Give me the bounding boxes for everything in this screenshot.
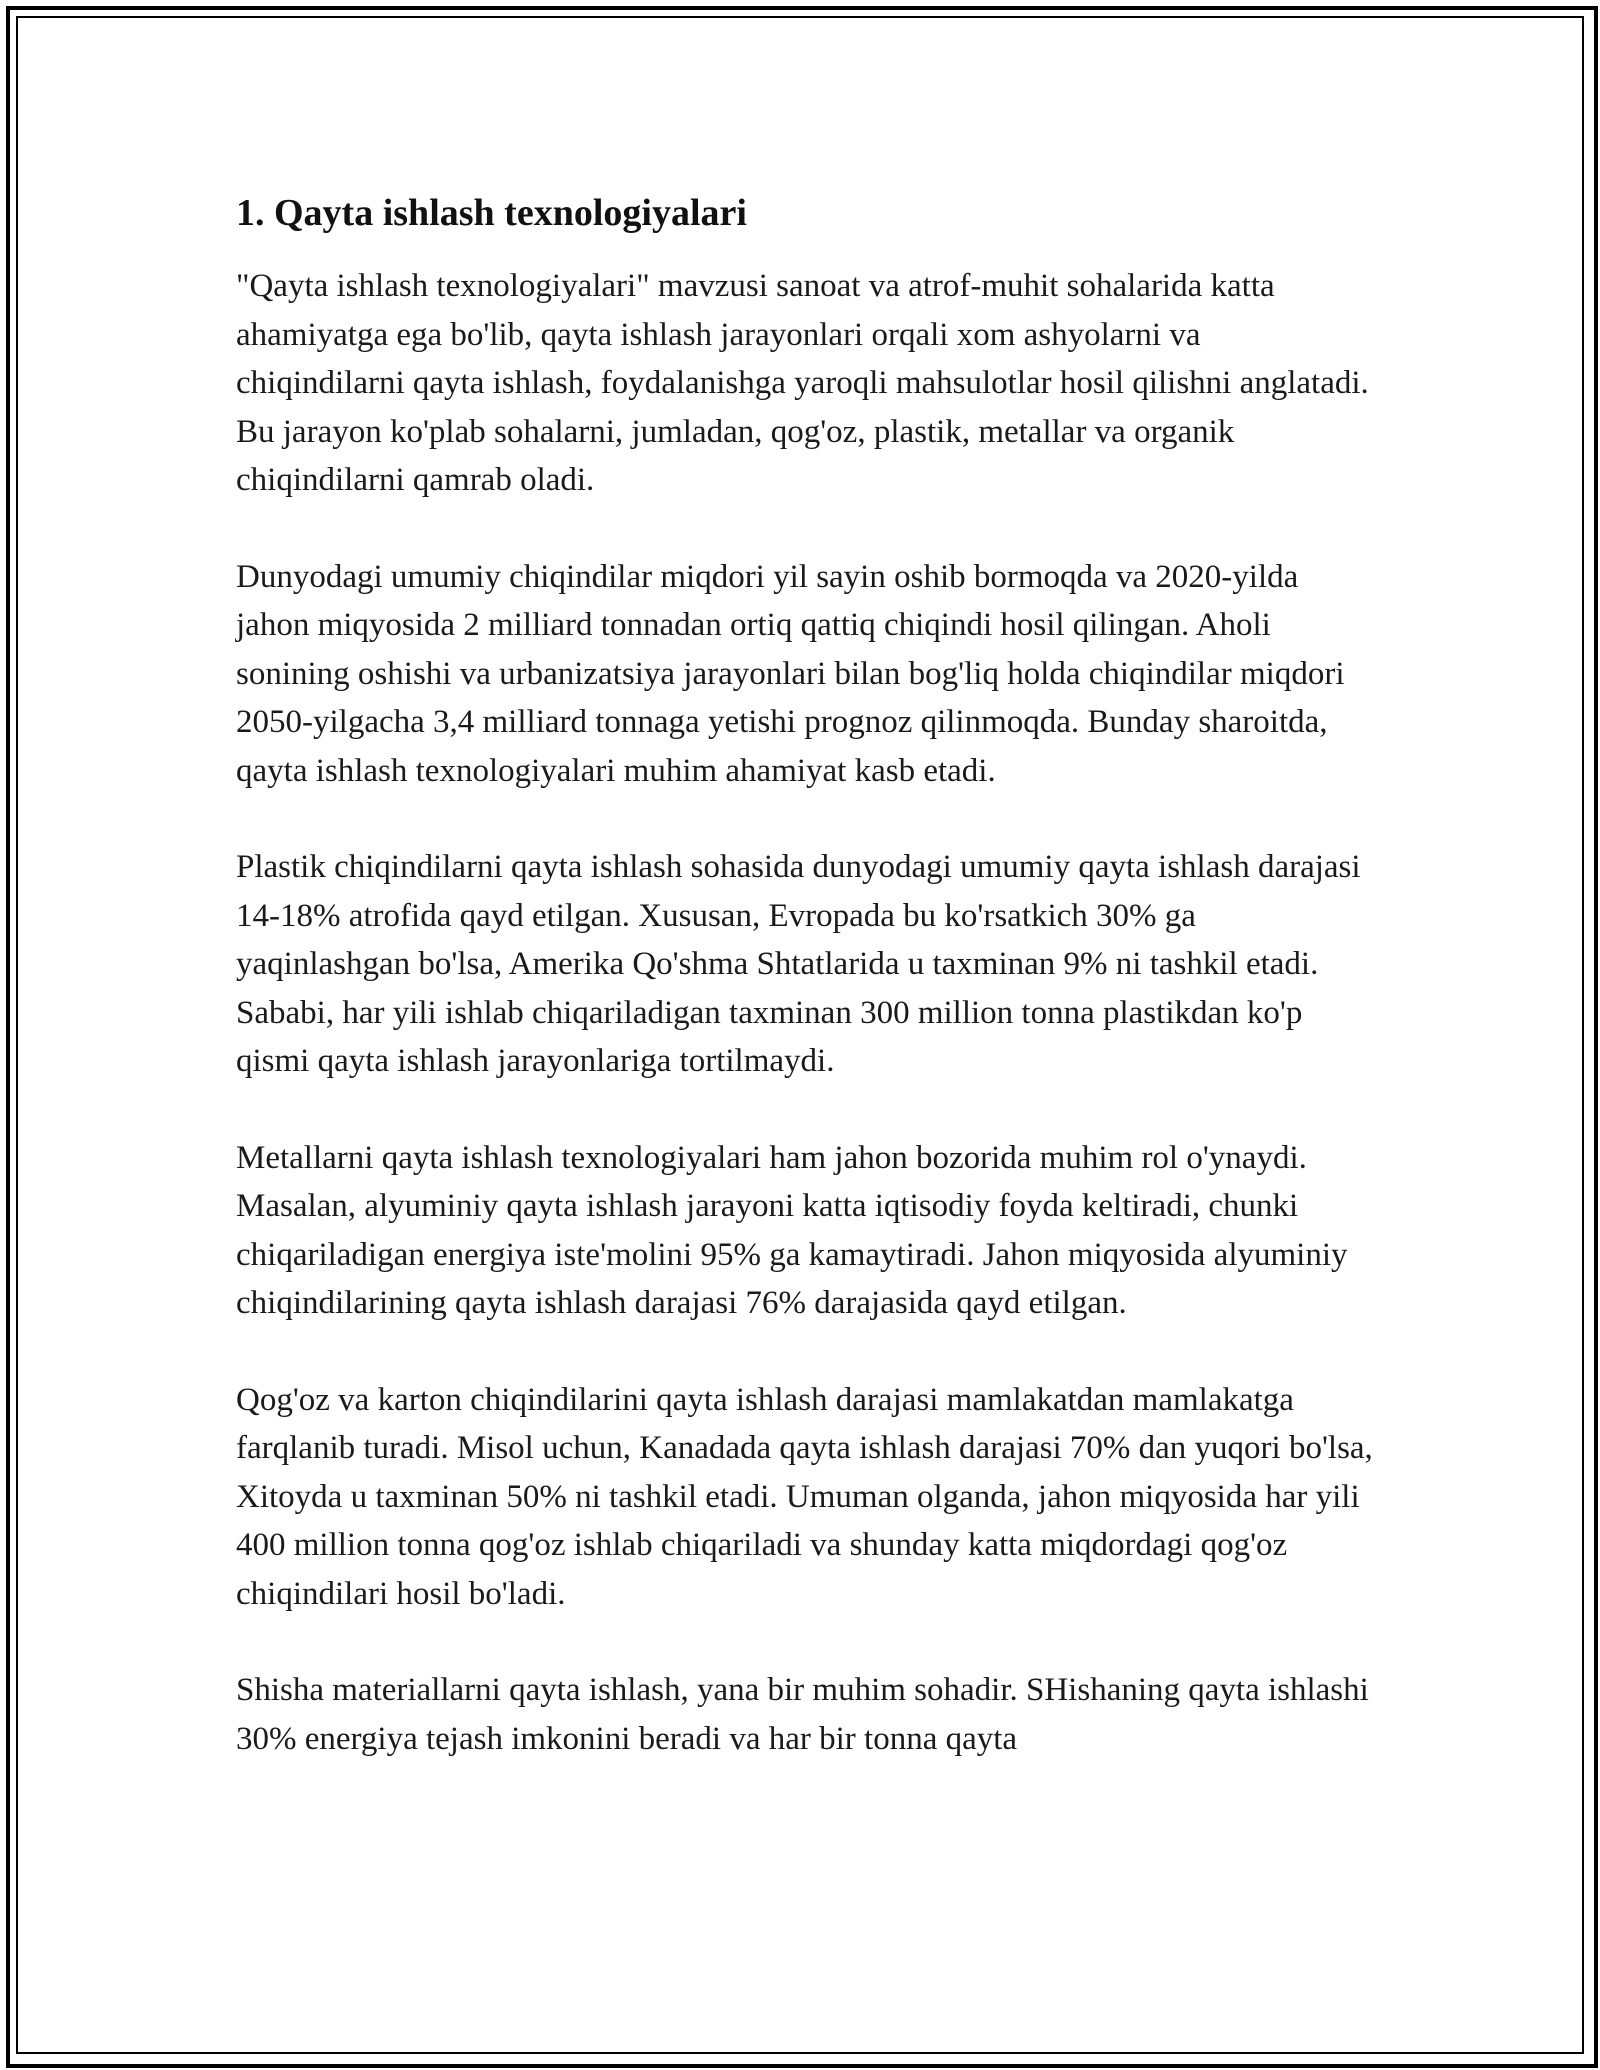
- paragraph-metals: Metallarni qayta ishlash texnologiyalari ham jahon bozorida muhim rol o'ynaydi. Masalan, alyuminiy qayta ishlash jarayoni katta iqtisodiy foyda keltiradi, chunki chiqariladigan energiya iste'molini 95% ga kamaytiradi. Jahon miqyosida alyuminiy chiqindilarining qayta ishlash darajasi 76% darajasida qayd etilgan.: [236, 1139, 1348, 1321]
- paragraph-intro: "Qayta ishlash texnologiyalari" mavzusi sanoat va atrof-muhit sohalarida katta ahamiyatga ega bo'lib, qayta ishlash jarayonlari orqali xom ashyolarni va chiqindilarni qayta ishlash, foydalanishga yaroqli mahsulotlar hosil qilishni anglatadi. Bu jarayon ko'plab sohalarni, jumladan, qog'oz, plastik, metallar va organik chiqindilarni qamrab oladi.: [236, 268, 1369, 498]
- paragraph-global-waste: Dunyodagi umumiy chiqindilar miqdori yil sayin oshib bormoqda va 2020-yilda jahon miqyosida 2 milliard tonnadan ortiq qattiq chiqindi hosil qilingan. Aholi sonining oshishi va urbanizatsiya jarayonlari bilan bog'liq holda chiqindilar miqdori 2050-yilgacha 3,4 milliard tonnaga yetishi prognoz qilinmoqda. Bunday sharoitda, qayta ishlash texnologiyalari muhim ahamiyat kasb etadi.: [236, 558, 1345, 789]
- section-heading: 1. Qayta ishlash texnologiyalari: [236, 192, 747, 234]
- paragraph-paper: Qog'oz va karton chiqindilarini qayta ishlash darajasi mamlakatdan mamlakatga farqlanib turadi. Misol uchun, Kanadada qayta ishlash darajasi 70% dan yuqori bo'lsa, Xitoyda u taxminan 50% ni tashkil etadi. Umuman olganda, jahon miqyosida har yili 400 million tonna qog'oz ishlab chiqariladi va shunday katta miqdordagi qog'oz chiqindilari hosil bo'ladi.: [236, 1381, 1373, 1612]
- paragraph-plastic: Plastik chiqindilarni qayta ishlash sohasida dunyodagi umumiy qayta ishlash darajasi 14-18% atrofida qayd etilgan. Xususan, Evropada bu ko'rsatkich 30% ga yaqinlashgan bo'lsa, Amerika Qo'shma Shtatlarida u taxminan 9% ni tashkil etadi. Sababi, har yili ishlab chiqariladigan taxminan 300 million tonna plastikdan ko'p qismi qayta ishlash jarayonlariga tortilmaydi.: [236, 849, 1361, 1079]
- document-body: [236, 186, 1376, 1811]
- paragraph-glass: Shisha materiallarni qayta ishlash, yana bir muhim sohadir. SHishaning qayta ishlashi 30% energiya tejash imkonini beradi va har bir tonna qayta: [236, 1672, 1369, 1757]
